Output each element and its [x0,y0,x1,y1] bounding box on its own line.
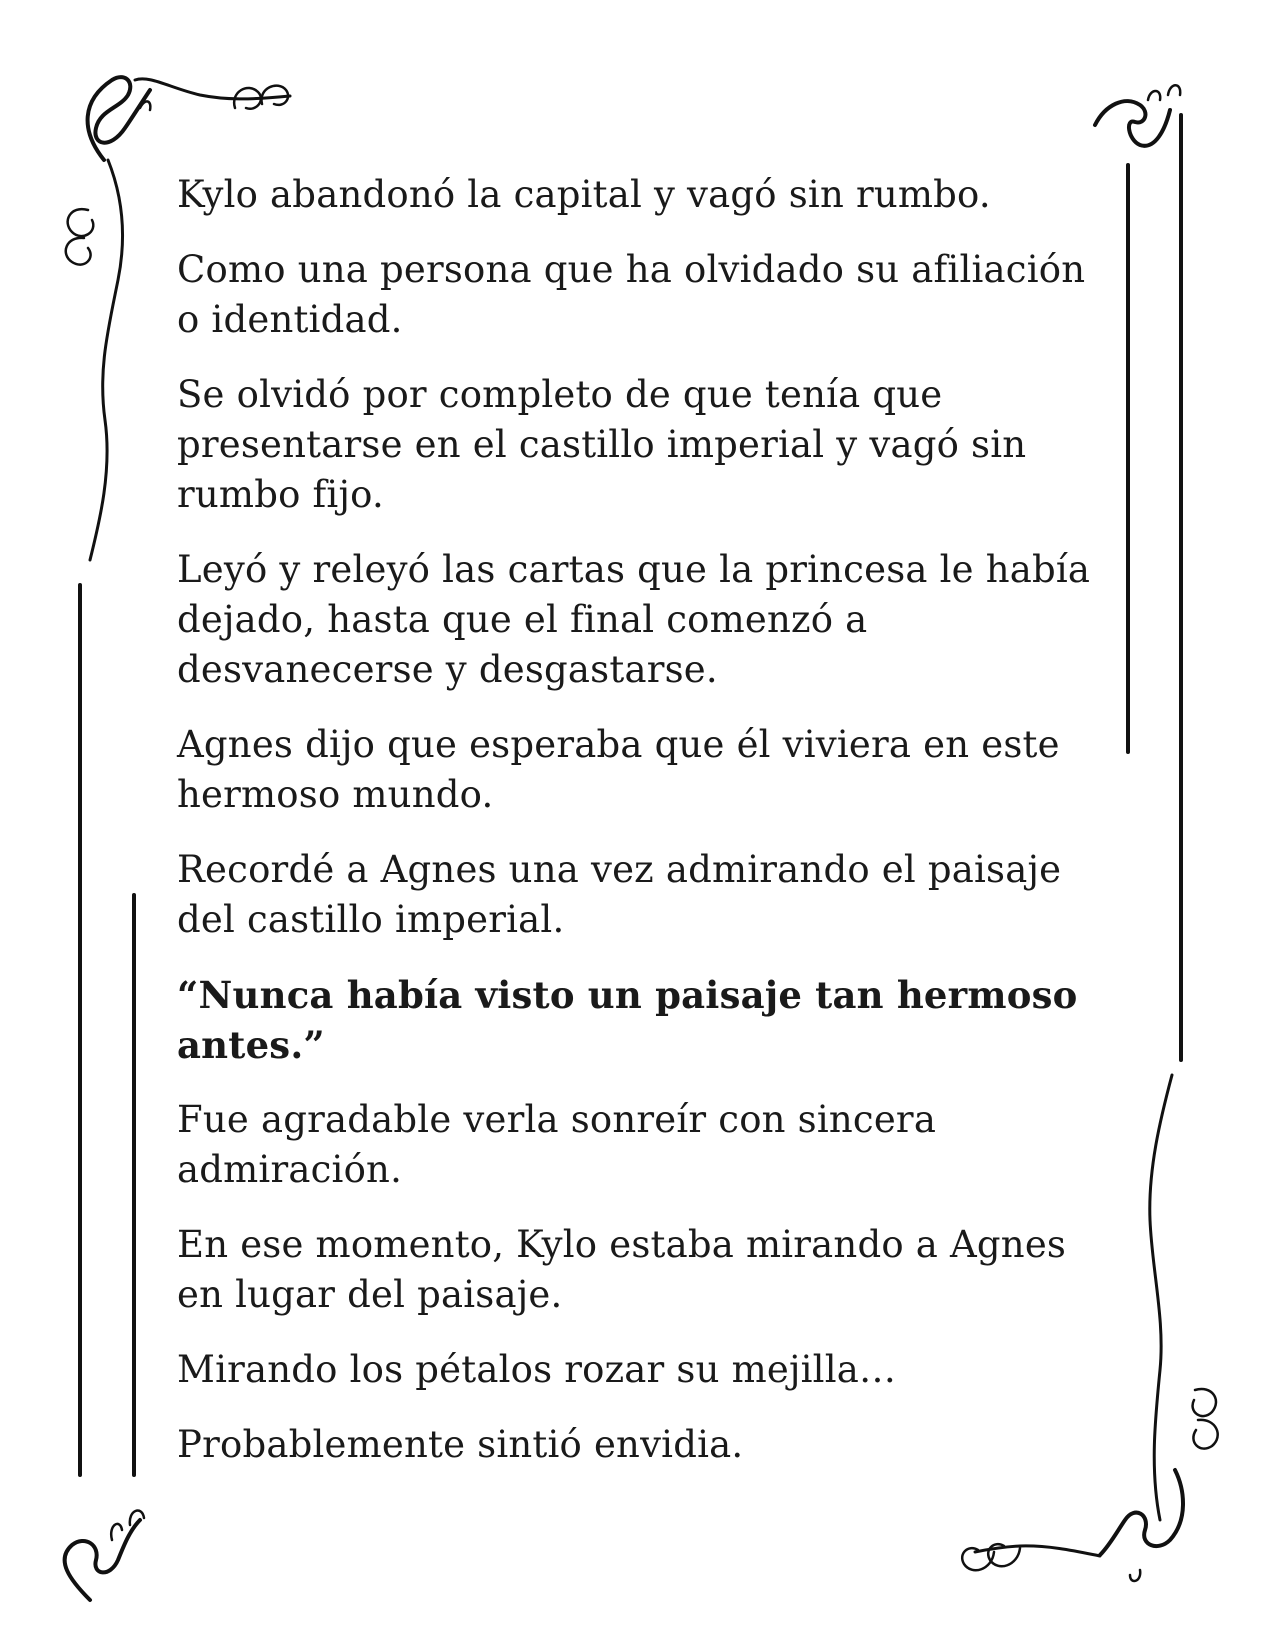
bottom-left-flourish-icon [65,1511,144,1600]
paragraph: Kylo abandonó la capital y vagó sin rumbo. [177,173,991,216]
quoted-paragraph: “Nunca había visto un paisaje tan hermoso antes.” [177,973,1078,1067]
paragraph: Fue agradable verla sonreír con sincera admiración. [177,1098,937,1191]
paragraph: Recordé a Agnes una vez admirando el paisaje del castillo imperial. [177,848,1062,941]
paragraph: Mirando los pétalos rozar su mejilla… [177,1348,897,1391]
paragraph: Probablemente sintió envidia. [177,1423,744,1466]
paragraph: En ese momento, Kylo estaba mirando a Agnes en lugar del paisaje. [177,1223,1067,1316]
paragraph: Leyó y releyó las cartas que la princesa le había dejado, hasta que el final comenzó a desvanecerse y desgastarse. [177,548,1091,691]
story-text [177,170,1107,1495]
top-right-flourish-icon [1095,85,1180,146]
paragraph: Se olvidó por completo de que tenía que presentarse en el castillo imperial y vagó sin rumbo fijo. [177,373,1027,516]
paragraph: Agnes dijo que esperaba que él viviera en este hermoso mundo. [177,723,1060,816]
paragraph: Como una persona que ha olvidado su afiliación o identidad. [177,248,1086,341]
